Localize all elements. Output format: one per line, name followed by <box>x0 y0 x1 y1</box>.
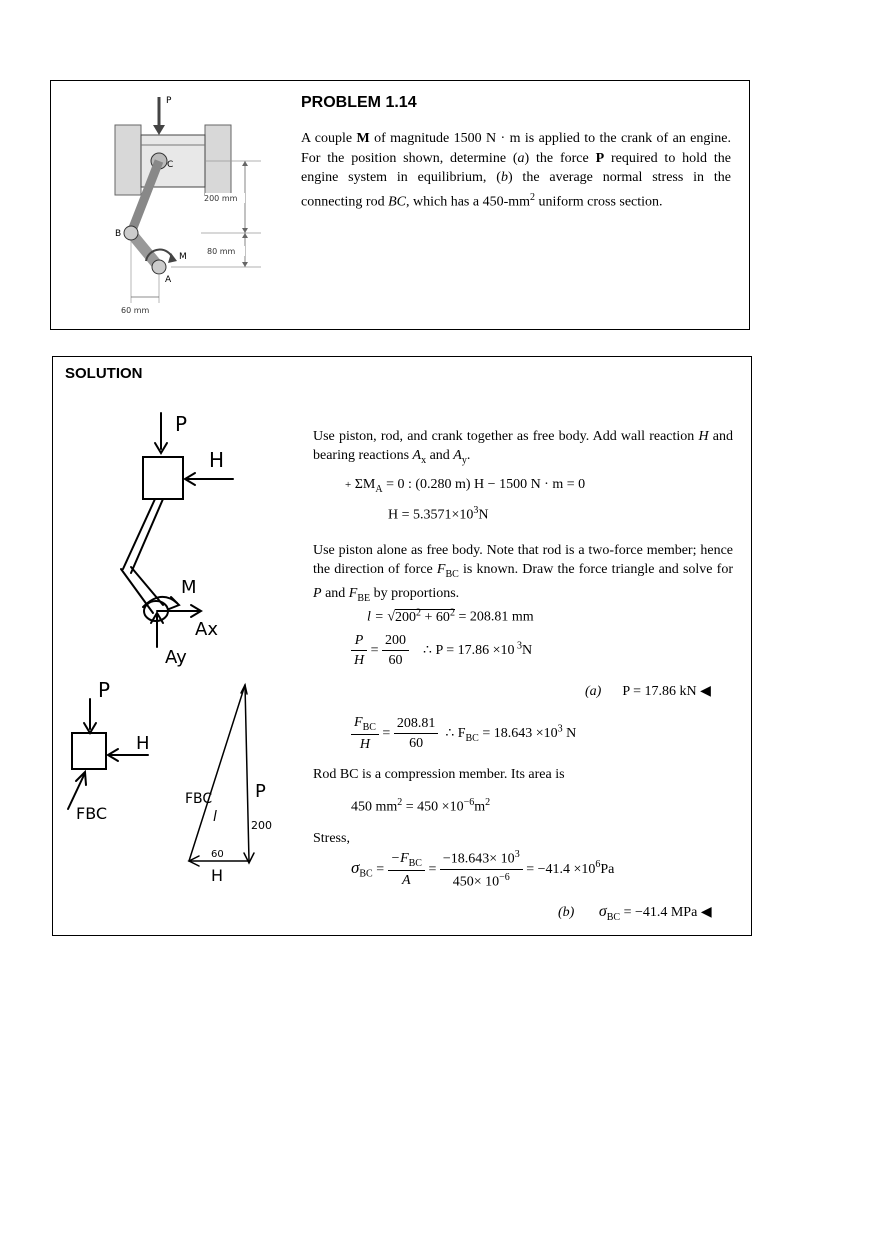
fbd-label-ay: Ay <box>165 647 187 668</box>
dim-80: 80 mm <box>207 247 236 256</box>
label-m: M <box>179 252 187 262</box>
force-p-arrow <box>153 125 165 135</box>
problem-title: PROBLEM 1.14 <box>301 94 417 111</box>
label-c: C <box>167 160 174 170</box>
right-wall <box>205 125 231 195</box>
label-b: B <box>115 229 122 239</box>
fbd-piston-block <box>72 733 106 769</box>
fbd-label-p: P <box>175 412 188 436</box>
fbd-whole-system <box>103 407 273 677</box>
solution-panel <box>52 356 752 936</box>
solution-paragraph-2: Use piston alone as free body. Note that rod is a two-force member; hence the direction of force $F_{BC}$ is known. Draw the force triangle and solve for P and $F_{BE}$ by proportions. <box>313 543 734 604</box>
force-triangle <box>171 677 291 907</box>
fbd-label-ax: Ax <box>195 619 218 640</box>
tri-label-h: H <box>211 866 224 885</box>
proportion-fbc-equation: $\frac{F_{BC}}{H}$ = $\frac{208.81}{60}$ ∴ $F_{BC} = 18.643 \times 10^3$ N <box>351 715 576 753</box>
h-result: $H = 5.3571\times 10^3N$ <box>388 505 489 523</box>
area-conversion: 450 $mm^2 = 450 \times 10^{-6}m^2$ <box>351 797 491 815</box>
moment-equation: + $\Sigma M_A = 0$ : (0.280 m) H − 1500 N · m = 0 <box>345 477 586 495</box>
problem-panel <box>50 80 750 330</box>
proportion-p-equation: $\frac{P}{H}$ = $\frac{200}{60}$ ∴ P = 17.86 ×10 $^3$N <box>351 633 532 669</box>
tri-label-l: l <box>213 809 217 825</box>
problem-statement: A couple M of magnitude 1500 N · m is applied to the crank of an engine. For the position shown, determine (a) the force P required to hold the engine system in equilibrium, (b) the average normal stress in the connecting rod BC, which has a $450-mm^2$ uniform cross section. <box>301 131 731 210</box>
fbd-piston-alone <box>58 677 168 837</box>
stress-equation: $\sigma_{BC}$ = $\frac{-F_{BC}}{A}$ = $\frac{-18.643\times 10^3}{450\times 10^{-6}}$ = $-41.4 \times 10^6Pa$ <box>351 849 615 890</box>
answer-a: (a) P = 17.86 kN ◀ <box>585 684 711 699</box>
dim-200: 200 mm <box>204 194 238 203</box>
fbd-label-m: M <box>181 577 197 598</box>
tri-label-fbc: FBC <box>185 791 213 807</box>
tri-label-200: 200 <box>251 819 272 832</box>
tri-label-p: P <box>255 781 266 802</box>
label-a: A <box>165 275 172 285</box>
label-p: P <box>166 96 172 106</box>
piston-label-h: H <box>136 733 150 754</box>
answer-b: (b) $\sigma_{BC} = -41.4$ MPa ◀ <box>558 903 712 923</box>
piston-label-fbc: FBC <box>76 804 108 823</box>
dim-60: 60 mm <box>121 306 150 315</box>
solution-paragraph-3: Rod BC is a compression member. Its area is <box>313 767 565 782</box>
pin-a <box>152 260 166 274</box>
answer-marker: ◀ <box>700 684 711 699</box>
fbd-label-h: H <box>209 448 225 472</box>
engine-figure <box>101 91 281 326</box>
pin-b <box>124 226 138 240</box>
tri-label-60: 60 <box>211 849 224 860</box>
length-equation: $l = √200^2 + 60^2 = 208.81$ mm <box>367 607 534 625</box>
solution-title: SOLUTION <box>65 365 143 382</box>
solution-paragraph-1: Use piston, rod, and crank together as free body. Add wall reaction H and bearing reactions $A_x$ and $A_y$. <box>313 429 733 466</box>
left-wall <box>115 125 141 195</box>
fbd-piston <box>143 457 183 499</box>
piston-label-p: P <box>98 678 111 702</box>
solution-paragraph-4: Stress, <box>313 831 350 846</box>
answer-marker: ◀ <box>700 905 712 920</box>
